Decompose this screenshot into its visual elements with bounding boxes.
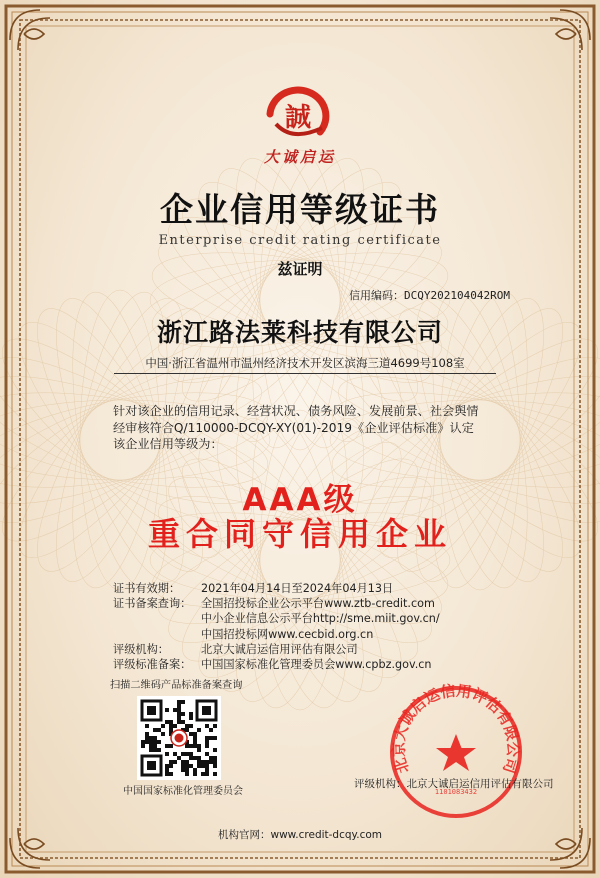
website-label: 机构官网： xyxy=(217,829,271,841)
website-link[interactable]: www.credit-dcqy.com xyxy=(270,829,383,841)
standard-label: 评级标准备案： xyxy=(113,658,192,672)
issuer-label: 评级机构： xyxy=(354,778,407,790)
issuer-name: 北京大诚启运信用评估有限公司 xyxy=(406,778,554,790)
company-address: 中国·浙江省温州市温州经济技术开发区滨海三道4699号108室 xyxy=(114,355,496,374)
official-website xyxy=(0,827,600,842)
filing-link[interactable]: 全国招投标企业公示平台www.ztb-credit.com xyxy=(201,597,435,611)
credit-code-value: DCQY202104042ROM xyxy=(404,289,510,302)
brand-slogan: 大诚启运 xyxy=(263,148,336,166)
official-seal-icon xyxy=(386,682,526,822)
qr-code-icon[interactable] xyxy=(137,696,221,780)
honor-title: 重合同守信用企业 xyxy=(147,515,452,553)
certificate-title: 企业信用等级证书 xyxy=(160,190,440,229)
seal-number: 1101083432 xyxy=(434,788,478,796)
issuer-line xyxy=(354,776,554,791)
certificate-subtitle: Enterprise credit rating certificate xyxy=(158,233,442,248)
certificate-details xyxy=(113,581,440,672)
agency-label: 评级机构： xyxy=(113,642,169,656)
validity-label: 证书有效期： xyxy=(113,582,181,595)
brand-logo-icon xyxy=(262,84,334,146)
qr-scan-text: 扫描二维码产品标准备案查询 xyxy=(110,680,243,691)
qr-caption: 中国国家标准化管理委员会 xyxy=(123,786,243,797)
standard-value[interactable]: 中国国家标准化管理委员会www.cpbz.gov.cn xyxy=(201,658,432,672)
credit-code-label: 信用编码： xyxy=(349,289,405,302)
filing-link[interactable]: 中国招投标网www.cecbid.org.cn xyxy=(201,627,374,641)
filing-label: 证书备案查询： xyxy=(113,597,192,611)
agency-value: 北京大诚启运信用评估有限公司 xyxy=(201,642,358,656)
logo-char: 誠 xyxy=(284,103,312,133)
hereby-text: 兹证明 xyxy=(277,260,323,278)
validity-value: 2021年04月14日至2024年04月13日 xyxy=(201,582,394,595)
credit-grade: AAA级 xyxy=(242,482,358,518)
description-line: 针对该企业的信用记录、经营状况、债务风险、发展前景、社会舆情 xyxy=(113,404,479,418)
description-line: 该企业信用等级为： xyxy=(113,437,223,451)
company-name: 浙江路法莱科技有限公司 xyxy=(156,318,443,347)
assessment-description xyxy=(113,403,513,453)
credit-code xyxy=(349,287,510,303)
seal-text: 北京大诚启运信用评估有限公司 xyxy=(389,682,523,776)
description-line: 经审核符合Q/110000-DCQY-XY(01)-2019《企业评估标准》认定 xyxy=(113,420,474,435)
filing-link[interactable]: 中小企业信息公示平台http://sme.miit.gov.cn/ xyxy=(201,612,440,626)
